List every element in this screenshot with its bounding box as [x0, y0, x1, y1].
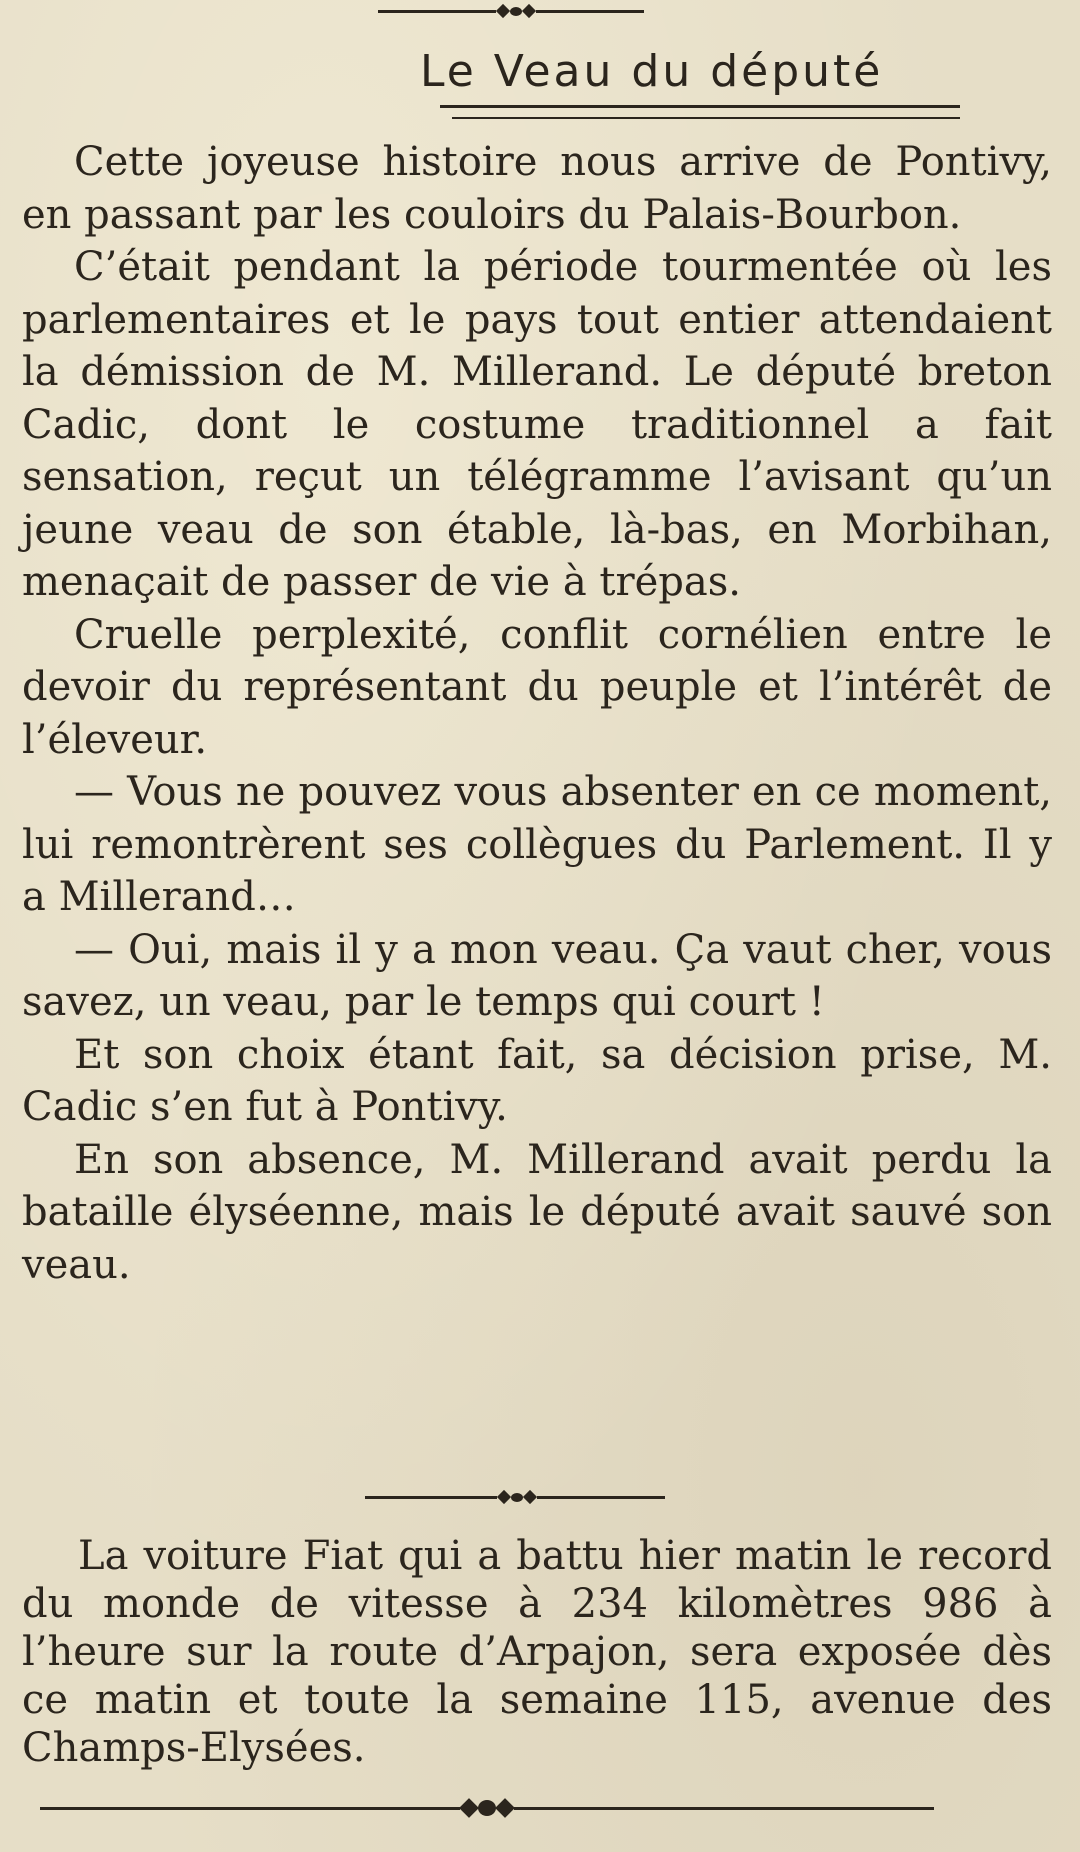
- article-body: [22, 136, 1052, 1291]
- article-title: Le Veau du député: [420, 46, 884, 97]
- article-paragraph: Cruelle perplexité, conflit cornélien entre le devoir du représentant du peuple et l’intérêt de l’éleveur.: [22, 611, 1052, 763]
- news-brief: [22, 1532, 1052, 1772]
- article-paragraph: En son absence, M. Millerand avait perdu la bataille élyséenne, mais le député avait sauvé son veau.: [22, 1136, 1052, 1288]
- article-paragraph: Et son choix étant fait, sa décision prise, M. Cadic s’en fut à Pontivy.: [22, 1031, 1052, 1130]
- title-underline-secondary: [452, 117, 960, 119]
- title-underline: [440, 105, 960, 108]
- article-paragraph: Cette joyeuse histoire nous arrive de Pontivy, en passant par les couloirs du Palais-Bourbon.: [22, 139, 1052, 238]
- article-paragraph: — Vous ne pouvez vous absenter en ce moment, lui remontrèrent ses collègues du Parlement. Il y a Millerand…: [22, 769, 1052, 920]
- article-paragraph: C’était pendant la période tourmentée où les parlementaires et le pays tout entier attendaient la démission de M. Millerand. Le député breton Cadic, dont le costume traditionnel a fait sensation, reçut un télégramme l’avisant qu’un jeune veau de son étable, là-bas, en Morbihan, menaçait de passer de vie à trépas.: [22, 244, 1052, 605]
- top-ornament-divider: [378, 6, 644, 16]
- news-brief-text: La voiture Fiat qui a battu hier matin le record du monde de vitesse à 234 kilomètres 986 à l’heure sur la route d’Arpajon, sera exposée dès ce matin et toute la semaine 115, avenue des Champs-Elysées.: [22, 1533, 1052, 1771]
- bottom-ornament-divider: [40, 1800, 934, 1816]
- article-paragraph: — Oui, mais il y a mon veau. Ça vaut cher, vous savez, un veau, par le temps qui court !: [22, 926, 1052, 1025]
- middle-ornament-divider: [365, 1492, 665, 1502]
